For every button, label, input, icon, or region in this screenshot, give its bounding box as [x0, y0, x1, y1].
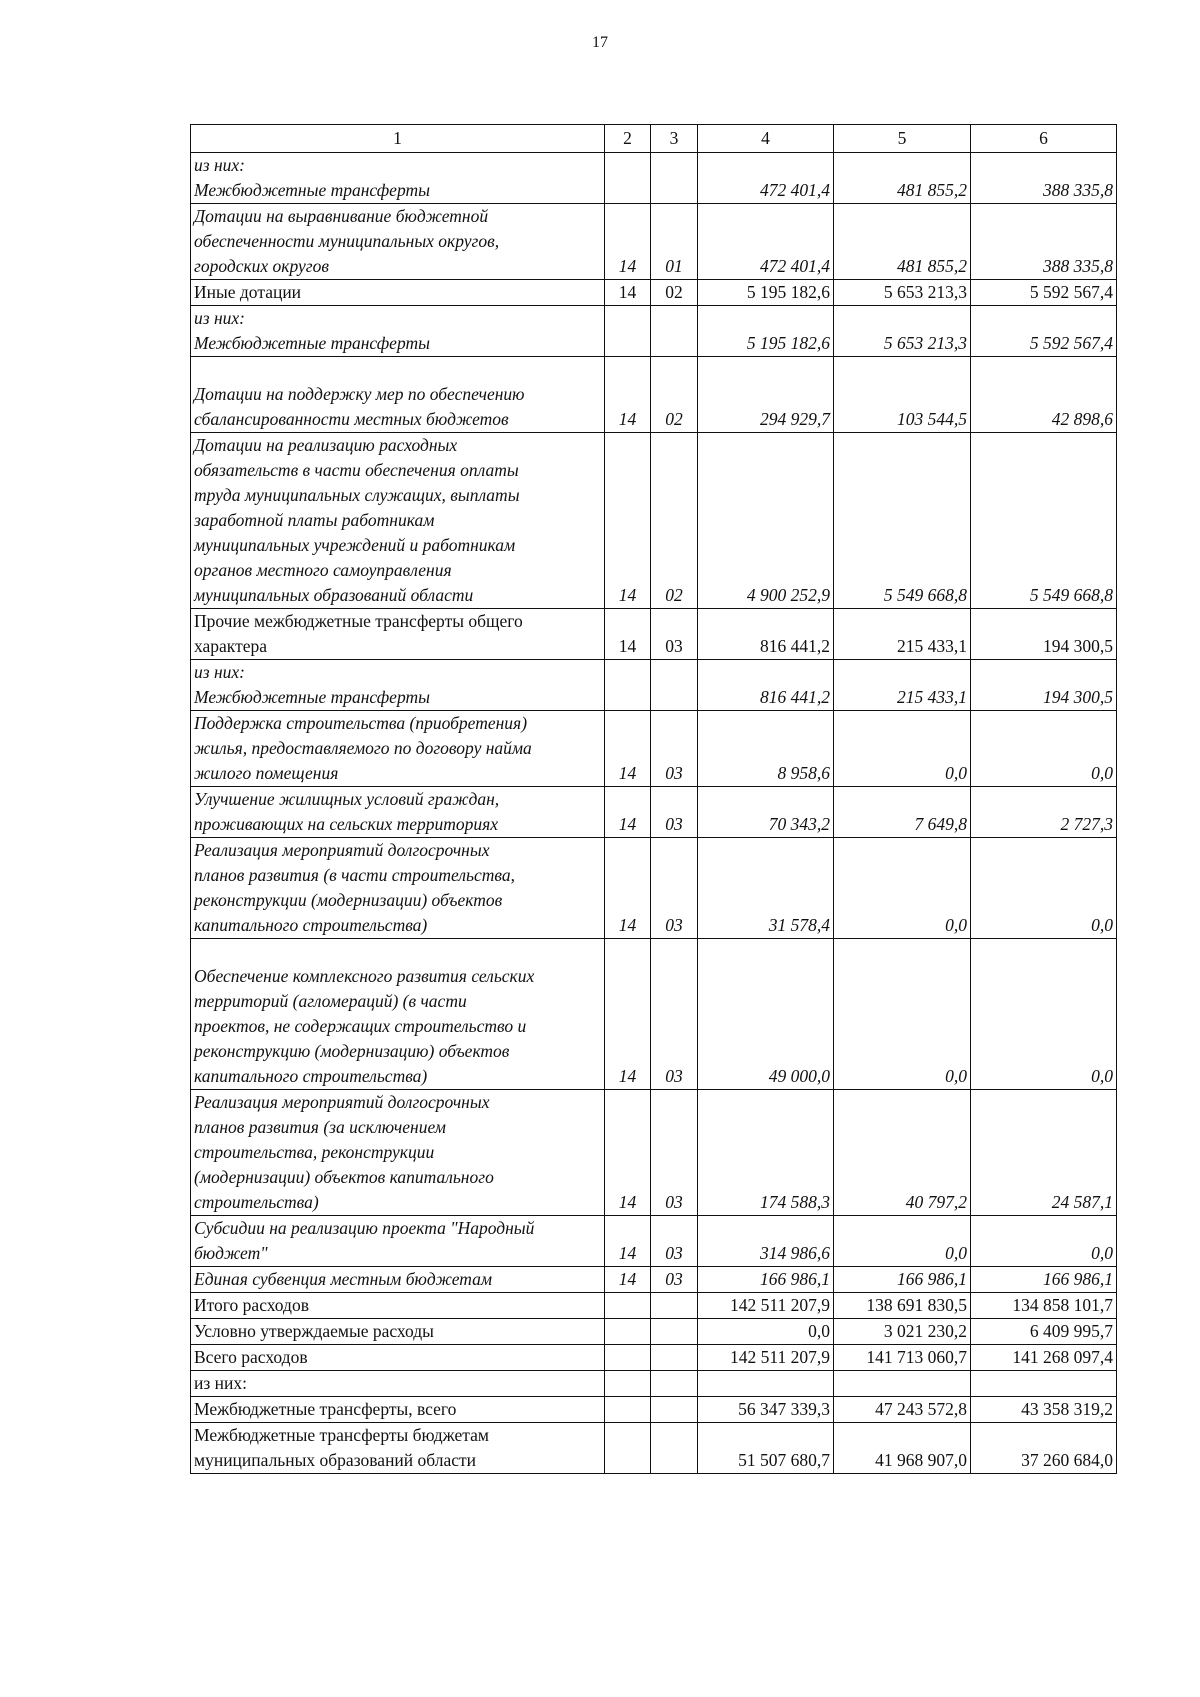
row-name-cell — [191, 1397, 605, 1423]
value-year1-cell: 51 507 680,7 — [698, 1423, 834, 1474]
table-row — [191, 204, 1117, 280]
section-code-cell: 14 — [605, 787, 651, 838]
row-name-cell — [191, 939, 605, 1090]
row-name-line: капитального строительства) — [194, 915, 428, 935]
row-name-line: Межбюджетные трансферты бюджетам — [194, 1425, 489, 1445]
row-name-cell — [191, 280, 605, 306]
column-header-1: 1 — [191, 125, 605, 153]
row-name-cell — [191, 433, 605, 609]
row-name-line: сбалансированности местных бюджетов — [194, 409, 509, 429]
row-name-cell — [191, 1216, 605, 1267]
value-year1-cell: 816 441,2 — [698, 609, 834, 660]
value-year1-cell: 5 195 182,6 — [698, 280, 834, 306]
column-header-3: 3 — [651, 125, 698, 153]
table-row — [191, 357, 1117, 433]
column-header-6: 6 — [971, 125, 1117, 153]
subsection-code-cell — [651, 1423, 698, 1474]
value-year2-cell: 215 433,1 — [834, 660, 971, 711]
row-name-line: органов местного самоуправления — [194, 560, 452, 580]
row-name-line: Итого расходов — [194, 1295, 309, 1315]
row-name-line — [194, 939, 601, 964]
value-year3-cell: 0,0 — [971, 711, 1117, 787]
subsection-code-cell: 03 — [651, 711, 698, 787]
subsection-code-cell: 03 — [651, 1090, 698, 1216]
table-row — [191, 838, 1117, 939]
value-year2-cell: 141 713 060,7 — [834, 1345, 971, 1371]
section-code-cell — [605, 1397, 651, 1423]
table-row — [191, 1216, 1117, 1267]
value-year2-cell — [834, 1371, 971, 1397]
row-name-cell — [191, 1423, 605, 1474]
value-year2-cell: 103 544,5 — [834, 357, 971, 433]
row-name-line: Поддержка строительства (приобретения) — [194, 713, 528, 733]
row-name-line: планов развития (в части строительства, — [194, 865, 515, 885]
value-year3-cell: 141 268 097,4 — [971, 1345, 1117, 1371]
section-code-cell: 14 — [605, 280, 651, 306]
value-year2-cell: 3 021 230,2 — [834, 1319, 971, 1345]
row-name-line: муниципальных образований области — [194, 1450, 477, 1470]
value-year1-cell: 5 195 182,6 — [698, 306, 834, 357]
row-name-line: строительства, реконструкции — [194, 1142, 435, 1162]
section-code-cell: 14 — [605, 609, 651, 660]
row-name-cell — [191, 787, 605, 838]
value-year3-cell: 5 592 567,4 — [971, 306, 1117, 357]
row-name-line: проектов, не содержащих строительство и — [194, 1016, 527, 1036]
row-name-line: реконструкции (модернизации) объектов — [194, 890, 503, 910]
value-year1-cell: 166 986,1 — [698, 1267, 834, 1293]
value-year2-cell: 0,0 — [834, 1216, 971, 1267]
value-year3-cell: 388 335,8 — [971, 153, 1117, 204]
column-header-4: 4 — [698, 125, 834, 153]
value-year2-cell: 47 243 572,8 — [834, 1397, 971, 1423]
row-name-line: Межбюджетные трансферты — [194, 180, 430, 200]
row-name-line: городских округов — [194, 256, 329, 276]
section-code-cell: 14 — [605, 1090, 651, 1216]
value-year1-cell: 816 441,2 — [698, 660, 834, 711]
subsection-code-cell: 03 — [651, 1267, 698, 1293]
row-name-line: Единая субвенция местным бюджетам — [194, 1269, 493, 1289]
row-name-line: капитального строительства) — [194, 1066, 428, 1086]
section-code-cell — [605, 660, 651, 711]
subsection-code-cell: 03 — [651, 1216, 698, 1267]
value-year1-cell: 31 578,4 — [698, 838, 834, 939]
section-code-cell — [605, 153, 651, 204]
value-year2-cell: 481 855,2 — [834, 153, 971, 204]
row-name-cell — [191, 153, 605, 204]
section-code-cell: 14 — [605, 204, 651, 280]
value-year2-cell: 41 968 907,0 — [834, 1423, 971, 1474]
value-year1-cell: 70 343,2 — [698, 787, 834, 838]
subsection-code-cell: 02 — [651, 357, 698, 433]
value-year3-cell: 194 300,5 — [971, 609, 1117, 660]
row-name-line: бюджет" — [194, 1243, 268, 1263]
value-year2-cell: 5 549 668,8 — [834, 433, 971, 609]
section-code-cell — [605, 1345, 651, 1371]
row-name-cell — [191, 357, 605, 433]
section-code-cell: 14 — [605, 939, 651, 1090]
section-code-cell — [605, 306, 651, 357]
subsection-code-cell — [651, 1371, 698, 1397]
table-row — [191, 1371, 1117, 1397]
subsection-code-cell: 03 — [651, 609, 698, 660]
row-name-cell — [191, 1319, 605, 1345]
row-name-line: из них: — [194, 1373, 247, 1393]
section-code-cell — [605, 1371, 651, 1397]
row-name-line: строительства) — [194, 1192, 319, 1212]
subsection-code-cell: 01 — [651, 204, 698, 280]
section-code-cell: 14 — [605, 838, 651, 939]
value-year2-cell: 0,0 — [834, 838, 971, 939]
value-year1-cell: 49 000,0 — [698, 939, 834, 1090]
row-name-line: (модернизации) объектов капитального — [194, 1167, 494, 1187]
value-year1-cell: 56 347 339,3 — [698, 1397, 834, 1423]
table-row — [191, 711, 1117, 787]
table-row — [191, 660, 1117, 711]
value-year1-cell: 472 401,4 — [698, 153, 834, 204]
value-year1-cell: 472 401,4 — [698, 204, 834, 280]
section-code-cell — [605, 1319, 651, 1345]
value-year3-cell: 0,0 — [971, 1216, 1117, 1267]
value-year2-cell: 215 433,1 — [834, 609, 971, 660]
table-row — [191, 1090, 1117, 1216]
value-year3-cell: 43 358 319,2 — [971, 1397, 1117, 1423]
table-row — [191, 280, 1117, 306]
row-name-line: характера — [194, 636, 268, 656]
row-name-line — [194, 357, 601, 382]
value-year2-cell: 0,0 — [834, 939, 971, 1090]
row-name-line: Реализация мероприятий долгосрочных — [194, 1092, 490, 1112]
row-name-line: Дотации на реализацию расходных — [194, 435, 458, 455]
row-name-line: труда муниципальных служащих, выплаты — [194, 485, 520, 505]
section-code-cell — [605, 1423, 651, 1474]
table-row — [191, 1345, 1117, 1371]
value-year1-cell: 314 986,6 — [698, 1216, 834, 1267]
value-year3-cell: 42 898,6 — [971, 357, 1117, 433]
budget-table — [190, 124, 1117, 1474]
value-year2-cell: 138 691 830,5 — [834, 1293, 971, 1319]
row-name-line: Дотации на поддержку мер по обеспечению — [194, 384, 525, 404]
table-row — [191, 1293, 1117, 1319]
table-row — [191, 1319, 1117, 1345]
row-name-line: Дотации на выравнивание бюджетной — [194, 206, 489, 226]
row-name-line: Иные дотации — [194, 282, 302, 302]
value-year1-cell: 174 588,3 — [698, 1090, 834, 1216]
value-year3-cell: 388 335,8 — [971, 204, 1117, 280]
value-year2-cell: 7 649,8 — [834, 787, 971, 838]
row-name-cell — [191, 204, 605, 280]
row-name-cell — [191, 1267, 605, 1293]
row-name-cell — [191, 1293, 605, 1319]
value-year3-cell: 194 300,5 — [971, 660, 1117, 711]
row-name-line: из них: — [194, 308, 245, 328]
row-name-line: из них: — [194, 155, 245, 175]
value-year2-cell: 0,0 — [834, 711, 971, 787]
subsection-code-cell — [651, 660, 698, 711]
section-code-cell: 14 — [605, 1267, 651, 1293]
value-year2-cell: 5 653 213,3 — [834, 306, 971, 357]
row-name-line: планов развития (за исключением — [194, 1117, 446, 1137]
subsection-code-cell: 02 — [651, 433, 698, 609]
row-name-line: Прочие межбюджетные трансферты общего — [194, 611, 523, 631]
section-code-cell: 14 — [605, 711, 651, 787]
value-year2-cell: 5 653 213,3 — [834, 280, 971, 306]
row-name-line: Улучшение жилищных условий граждан, — [194, 789, 500, 809]
row-name-line: проживающих на сельских территориях — [194, 814, 499, 834]
subsection-code-cell: 03 — [651, 838, 698, 939]
row-name-cell — [191, 1090, 605, 1216]
value-year1-cell: 294 929,7 — [698, 357, 834, 433]
table-row — [191, 1267, 1117, 1293]
column-header-2: 2 — [605, 125, 651, 153]
table-row — [191, 1397, 1117, 1423]
row-name-line: Межбюджетные трансферты — [194, 687, 430, 707]
row-name-line: обязательств в части обеспечения оплаты — [194, 460, 519, 480]
table-body — [191, 153, 1117, 1474]
row-name-line: территорий (агломераций) (в части — [194, 991, 467, 1011]
table-row — [191, 153, 1117, 204]
row-name-line: Межбюджетные трансферты — [194, 333, 430, 353]
row-name-line: реконструкцию (модернизацию) объектов — [194, 1041, 510, 1061]
section-code-cell — [605, 1293, 651, 1319]
row-name-line: обеспеченности муниципальных округов, — [194, 231, 500, 251]
value-year1-cell: 142 511 207,9 — [698, 1293, 834, 1319]
row-name-line: Реализация мероприятий долгосрочных — [194, 840, 490, 860]
row-name-line: из них: — [194, 662, 245, 682]
row-name-line: муниципальных образований области — [194, 585, 474, 605]
table-row — [191, 1423, 1117, 1474]
table-row — [191, 433, 1117, 609]
value-year2-cell: 481 855,2 — [834, 204, 971, 280]
value-year3-cell: 37 260 684,0 — [971, 1423, 1117, 1474]
row-name-cell — [191, 1371, 605, 1397]
table-row — [191, 306, 1117, 357]
row-name-cell — [191, 660, 605, 711]
row-name-line: Условно утверждаемые расходы — [194, 1321, 434, 1341]
subsection-code-cell: 03 — [651, 939, 698, 1090]
subsection-code-cell — [651, 153, 698, 204]
value-year3-cell: 2 727,3 — [971, 787, 1117, 838]
subsection-code-cell: 02 — [651, 280, 698, 306]
subsection-code-cell — [651, 1319, 698, 1345]
value-year3-cell: 0,0 — [971, 838, 1117, 939]
value-year3-cell: 134 858 101,7 — [971, 1293, 1117, 1319]
column-header-5: 5 — [834, 125, 971, 153]
page-number: 17 — [592, 34, 608, 51]
subsection-code-cell — [651, 1397, 698, 1423]
section-code-cell: 14 — [605, 357, 651, 433]
subsection-code-cell — [651, 306, 698, 357]
row-name-line: заработной платы работникам — [194, 510, 435, 530]
subsection-code-cell — [651, 1293, 698, 1319]
value-year1-cell: 4 900 252,9 — [698, 433, 834, 609]
row-name-line: жилья, предоставляемого по договору найма — [194, 738, 532, 758]
table-row — [191, 939, 1117, 1090]
row-name-cell — [191, 711, 605, 787]
row-name-line: жилого помещения — [194, 763, 339, 783]
value-year3-cell: 5 549 668,8 — [971, 433, 1117, 609]
table-header-row — [191, 125, 1117, 153]
table-row — [191, 787, 1117, 838]
section-code-cell: 14 — [605, 1216, 651, 1267]
subsection-code-cell: 03 — [651, 787, 698, 838]
table-row — [191, 609, 1117, 660]
row-name-cell — [191, 306, 605, 357]
value-year3-cell: 24 587,1 — [971, 1090, 1117, 1216]
row-name-line: Обеспечение комплексного развития сельских — [194, 966, 535, 986]
row-name-line: Межбюджетные трансферты, всего — [194, 1399, 457, 1419]
section-code-cell: 14 — [605, 433, 651, 609]
value-year3-cell: 5 592 567,4 — [971, 280, 1117, 306]
value-year1-cell: 0,0 — [698, 1319, 834, 1345]
row-name-line: Субсидии на реализацию проекта "Народный — [194, 1218, 535, 1238]
value-year3-cell: 6 409 995,7 — [971, 1319, 1117, 1345]
value-year2-cell: 40 797,2 — [834, 1090, 971, 1216]
value-year1-cell: 8 958,6 — [698, 711, 834, 787]
row-name-cell — [191, 1345, 605, 1371]
subsection-code-cell — [651, 1345, 698, 1371]
row-name-cell — [191, 838, 605, 939]
row-name-line: муниципальных учреждений и работникам — [194, 535, 516, 555]
value-year3-cell: 166 986,1 — [971, 1267, 1117, 1293]
value-year3-cell: 0,0 — [971, 939, 1117, 1090]
row-name-line: Всего расходов — [194, 1347, 308, 1367]
row-name-cell — [191, 609, 605, 660]
value-year2-cell: 166 986,1 — [834, 1267, 971, 1293]
value-year1-cell — [698, 1371, 834, 1397]
value-year1-cell: 142 511 207,9 — [698, 1345, 834, 1371]
value-year3-cell — [971, 1371, 1117, 1397]
